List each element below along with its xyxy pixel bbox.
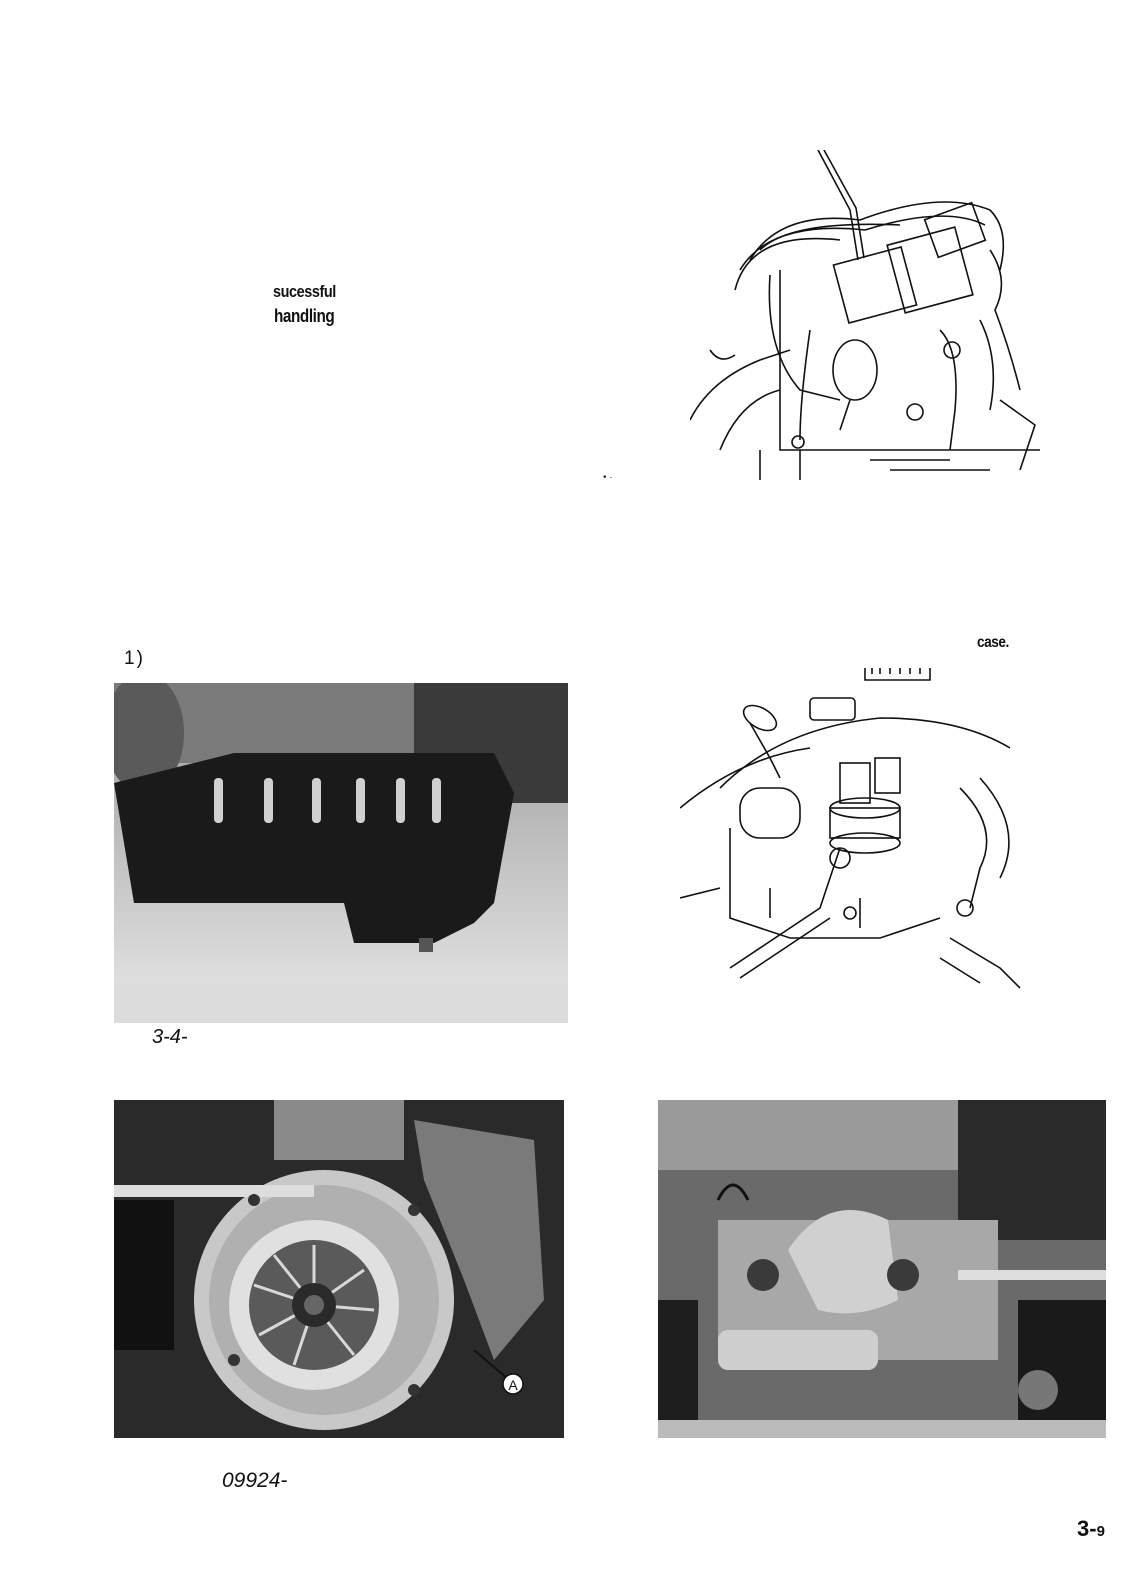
tool-number: 09924- bbox=[222, 1469, 288, 1492]
text-case: case. bbox=[977, 634, 1009, 651]
oil-pan-photo bbox=[114, 683, 568, 1023]
figure-caption: 3-4- bbox=[152, 1026, 188, 1048]
label-a: A bbox=[508, 1377, 518, 1393]
text-handling: handling bbox=[274, 306, 335, 326]
cylinder-head-photo bbox=[658, 1100, 1106, 1438]
distributor-wiring-drawing bbox=[690, 150, 1040, 480]
page-number: 3-9 bbox=[1077, 1516, 1105, 1541]
step-number: 1) bbox=[124, 648, 145, 669]
clutch-cover-photo bbox=[114, 1100, 564, 1438]
stray-marks: • · bbox=[603, 472, 613, 483]
fuel-pump-drawing bbox=[680, 668, 1030, 993]
text-sucessful: sucessful bbox=[273, 282, 336, 301]
